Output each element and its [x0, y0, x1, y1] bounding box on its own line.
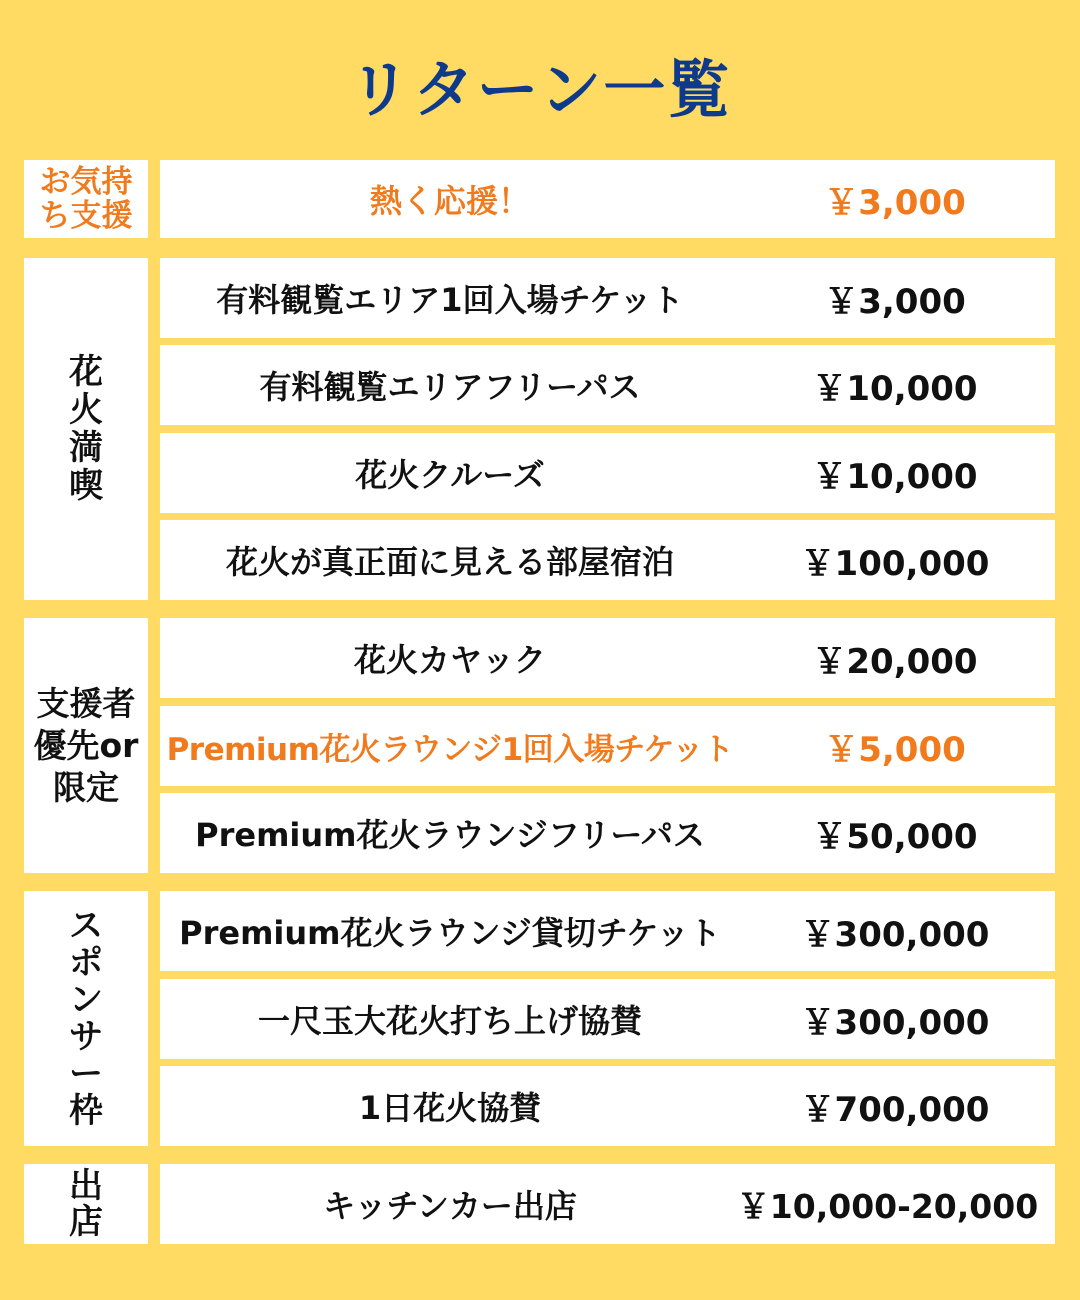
return-price: ￥100,000 [800, 543, 990, 584]
return-row [160, 258, 1055, 338]
return-price: ￥700,000 [800, 1089, 990, 1130]
return-name: 花火カヤック [353, 641, 546, 679]
category-label: 支援者優先or限定 [33, 683, 139, 807]
return-row [160, 979, 1055, 1059]
return-row [160, 160, 1055, 238]
return-price: ￥20,000 [812, 641, 978, 682]
return-row [160, 520, 1055, 600]
return-price: ￥300,000 [800, 914, 990, 955]
category-cell-hanabi-mankitsu [24, 258, 148, 600]
return-name: 花火クルーズ [355, 456, 545, 494]
category-label: 出店 [69, 1166, 103, 1242]
category-cell-sponsor [24, 891, 148, 1146]
return-price: ￥10,000 [812, 368, 978, 409]
category-cell-kimochi-shien [24, 160, 148, 238]
return-row [160, 618, 1055, 698]
return-price: ￥50,000 [812, 816, 978, 857]
page-title: リターン一覧 [348, 53, 732, 126]
return-price: ￥10,000-20,000 [736, 1186, 1039, 1226]
return-price: ￥300,000 [800, 1002, 990, 1043]
return-row [160, 433, 1055, 513]
return-name: 有料観覧エリア1回入場チケット [216, 281, 684, 319]
return-name: Premium花火ラウンジ1回入場チケット [166, 731, 734, 768]
return-price: ￥3,000 [824, 182, 966, 223]
category-label: スポンサー枠 [69, 905, 103, 1131]
return-name: 一尺玉大花火打ち上げ協賛 [257, 1002, 642, 1040]
return-price: ￥10,000 [812, 456, 978, 497]
return-name: Premium花火ラウンジ貸切チケット [179, 914, 721, 952]
return-name: Premium花火ラウンジフリーパス [195, 816, 705, 854]
category-label: お気持ち支援 [39, 164, 133, 234]
return-row [160, 345, 1055, 425]
return-row [160, 1066, 1055, 1146]
return-name: 1日花火協賛 [358, 1089, 542, 1127]
return-price: ￥5,000 [824, 729, 966, 770]
return-name: 有料観覧エリアフリーパス [259, 368, 641, 406]
category-cell-shutten [24, 1164, 148, 1244]
return-row [160, 793, 1055, 873]
return-row [160, 1164, 1055, 1244]
category-cell-shiensha-yusen [24, 618, 148, 873]
return-row [160, 891, 1055, 971]
return-name: 熱く応援！ [369, 182, 530, 220]
return-row [160, 706, 1055, 786]
category-label: 花火満喫 [69, 352, 103, 506]
return-price: ￥3,000 [824, 281, 966, 322]
return-name: 花火が真正面に見える部屋宿泊 [225, 543, 674, 581]
return-name: キッチンカー出店 [323, 1187, 577, 1225]
